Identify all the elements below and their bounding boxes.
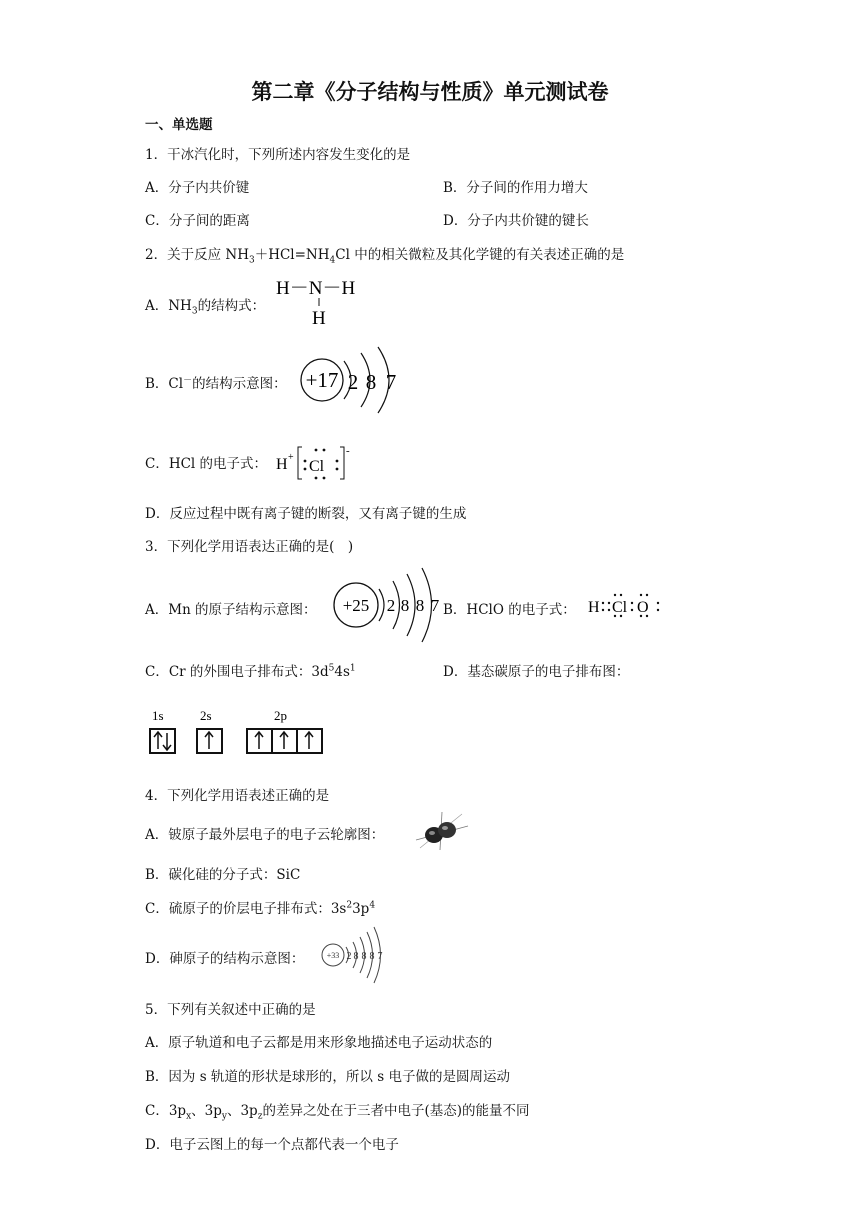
hcl-electron-formula — [276, 443, 361, 483]
q5-option-c: C．$3p_x$、$3p_y$、$3p_z$的差异之处在于三者中电子(基态)的能量不同 — [145, 1103, 530, 1122]
as-structure-diagram — [320, 925, 390, 981]
svg-text:2: 2 — [347, 370, 359, 394]
q2-option-a: A．$NH_3$的结构式： — [145, 298, 266, 317]
svg-text:H: H — [276, 456, 288, 473]
svg-text:7: 7 — [430, 596, 440, 615]
q3-option-a: A．Mn 的原子结构示意图： — [145, 602, 317, 618]
svg-text:+25: +25 — [342, 596, 370, 615]
q1-option-c: C．分子间的距离 — [145, 213, 250, 229]
q5-stem: 5．下列有关叙述中正确的是 — [145, 1002, 316, 1018]
q5-option-a: A．原子轨道和电子云都是用来形象地描述电子运动状态的 — [145, 1035, 493, 1051]
svg-text:7: 7 — [385, 370, 397, 394]
nh3-structural-formula — [276, 276, 376, 330]
svg-text:8: 8 — [353, 951, 359, 962]
q3-option-b: B．HClO 的电子式： — [443, 602, 576, 618]
q3-option-d: D．基态碳原子的电子排布图： — [443, 664, 630, 680]
svg-text:8: 8 — [361, 951, 367, 962]
svg-text:8: 8 — [400, 596, 410, 615]
svg-text:+17: +17 — [305, 368, 339, 392]
q1-option-d: D．分子内共价键的键长 — [443, 213, 589, 229]
svg-text:H－N－H: H－N－H — [276, 278, 356, 299]
q4-stem: 4．下列化学用语表述正确的是 — [145, 788, 330, 804]
mn-structure-diagram — [333, 567, 443, 643]
page-title: 第二章《分子结构与性质》单元测试卷 — [251, 80, 609, 104]
q4-option-a: A．铍原子最外层电子的电子云轮廓图： — [145, 827, 385, 843]
hclo-electron-formula — [588, 592, 668, 622]
q2-option-b: B．Cl－的结构示意图： — [145, 375, 287, 392]
svg-text:-: - — [346, 445, 350, 457]
svg-text:Cl: Cl — [309, 458, 325, 475]
svg-text:8: 8 — [369, 951, 375, 962]
q3-option-c: C．Cr 的外围电子排布式：$3d^54s^1$ — [145, 663, 356, 680]
q1-option-b: B．分子间的作用力增大 — [443, 180, 588, 196]
svg-text:Cl: Cl — [612, 599, 628, 616]
svg-text:+33: +33 — [326, 951, 340, 960]
svg-text:8: 8 — [365, 370, 377, 394]
electron-cloud-icon — [412, 808, 472, 852]
svg-text:8: 8 — [415, 596, 425, 615]
q5-option-b: B．因为 s 轨道的形状是球形的，所以 s 电子做的是圆周运动 — [145, 1069, 510, 1085]
q1-option-a: A．分子内共价键 — [145, 180, 250, 196]
svg-text:H: H — [588, 599, 600, 616]
q3-stem: 3．下列化学用语表达正确的是( ) — [145, 539, 354, 555]
carbon-orbital-diagram — [148, 707, 328, 757]
svg-text:2: 2 — [346, 951, 352, 962]
svg-text:H: H — [312, 308, 326, 329]
svg-text:2: 2 — [386, 596, 396, 615]
q2-option-c: C．HCl 的电子式： — [145, 456, 268, 472]
svg-text:O: O — [637, 599, 649, 616]
q4-option-c: C．硫原子的价层电子排布式：$3s^23p^4$ — [145, 900, 376, 917]
section-heading: 一、单选题 — [145, 117, 213, 133]
q2-option-d: D．反应过程中既有离子键的断裂，又有离子键的生成 — [145, 506, 467, 522]
svg-text:2s: 2s — [200, 708, 212, 723]
q4-option-d: D．砷原子的结构示意图： — [145, 951, 305, 967]
cl-ion-structure-diagram — [300, 343, 410, 413]
svg-text:1s: 1s — [152, 708, 164, 723]
q1-stem: 1．干冰汽化时，下列所述内容发生变化的是 — [145, 147, 411, 163]
svg-text:+: + — [288, 452, 294, 463]
svg-text:2p: 2p — [274, 708, 287, 723]
q5-option-d: D．电子云图上的每一个点都代表一个电子 — [145, 1137, 399, 1153]
q2-stem: 2．关于反应 $NH_3+HCl=NH_4Cl$ 中的相关微粒及其化学键的有关表述正确的是 — [145, 247, 625, 266]
q4-option-b: B．碳化硅的分子式：SiC — [145, 867, 301, 883]
svg-text:7: 7 — [377, 951, 383, 962]
